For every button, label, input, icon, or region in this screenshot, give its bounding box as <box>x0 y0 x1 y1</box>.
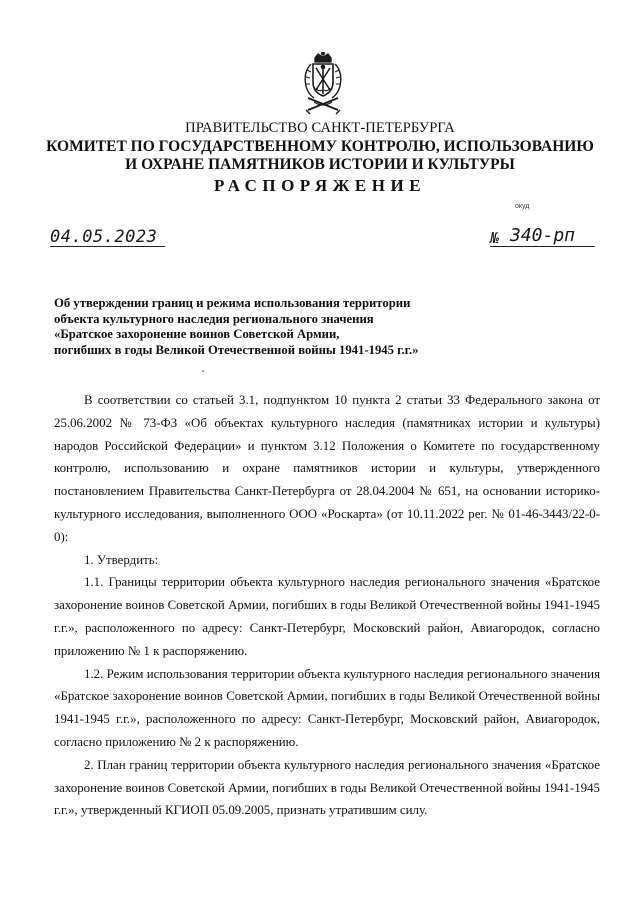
title-line: «Братское захоронение воинов Советской Армии, <box>54 327 340 341</box>
committee-name <box>0 138 640 174</box>
title-line: Об утверждении границ и режима использования территории <box>54 296 411 310</box>
title-line: погибших в годы Великой Отечественной войны 1941-1945 г.г.» <box>54 342 419 357</box>
number-value: 340-рп <box>510 225 576 246</box>
document-number <box>490 226 595 247</box>
scan-dot <box>202 370 204 372</box>
body-paragraph: В соответствии со статьей 3.1, подпунктом 10 пункта 2 статьи 33 Федерального закона от 25.06.2002 № 73-ФЗ «Об объектах культурного наследия (памятниках истории и культуры) народов Российской Федерации» и пунктом 3.12 Положения о Комитете по государственному контролю, использованию и охране памятников истории и культуры, утвержденного постановлением Правительства Санкт-Петербурга от 28.04.2004 № 651, на основании историко-культурного исследования, выполненного ООО «Роскарта» (от 10.11.2022 рег. № 01-46-3443/22-0-0): <box>54 393 600 544</box>
government-name: ПРАВИТЕЛЬСТВО САНКТ-ПЕТЕРБУРГА <box>185 120 455 136</box>
document-date: 04.05.2023 <box>50 228 165 247</box>
committee-name-line1: КОМИТЕТ ПО ГОСУДАРСТВЕННОМУ КОНТРОЛЮ, ИСПОЛЬЗОВАНИЮ <box>46 138 594 155</box>
body-paragraph: 2. План границ территории объекта культурного наследия регионального значения «Братское захоронение воинов Советской Армии, погибших в годы Великой Отечественной войны 1941-1945 г.г.», утвержденный КГИОП 05.09.2005, признать утратившим силу. <box>54 757 600 818</box>
title-line: объекта культурного наследия регионального значения <box>54 311 374 326</box>
number-sign: № <box>490 229 500 247</box>
document-body <box>54 389 600 822</box>
coat-of-arms-icon <box>298 52 348 118</box>
document-title <box>54 296 474 358</box>
document-type: РАСПОРЯЖЕНИЕ <box>213 176 427 195</box>
body-paragraph: 1.1. Границы территории объекта культурного наследия регионального значения «Братское захоронение воинов Советской Армии, погибших в годы Великой Отечественной войны 1941-1945 г.г.», расположенного по адресу: Санкт-Петербург, Московский район, Авиагородок, согласно приложению № 1 к распоряжению. <box>54 575 600 658</box>
body-paragraph: 1. Утвердить: <box>84 552 159 567</box>
committee-name-line2: И ОХРАНЕ ПАМЯТНИКОВ ИСТОРИИ И КУЛЬТУРЫ <box>125 156 515 173</box>
body-paragraph: 1.2. Режим использования территории объекта культурного наследия регионального значения «Братское захоронение воинов Советской Армии, погибших в годы Великой Отечественной войны 1941-1945 г.г.», расположенного по адресу: Санкт-Петербург, Московский район, Авиагородок, согласно приложению № 2 к распоряжению. <box>54 666 600 749</box>
okud-label: окуд <box>515 203 530 210</box>
